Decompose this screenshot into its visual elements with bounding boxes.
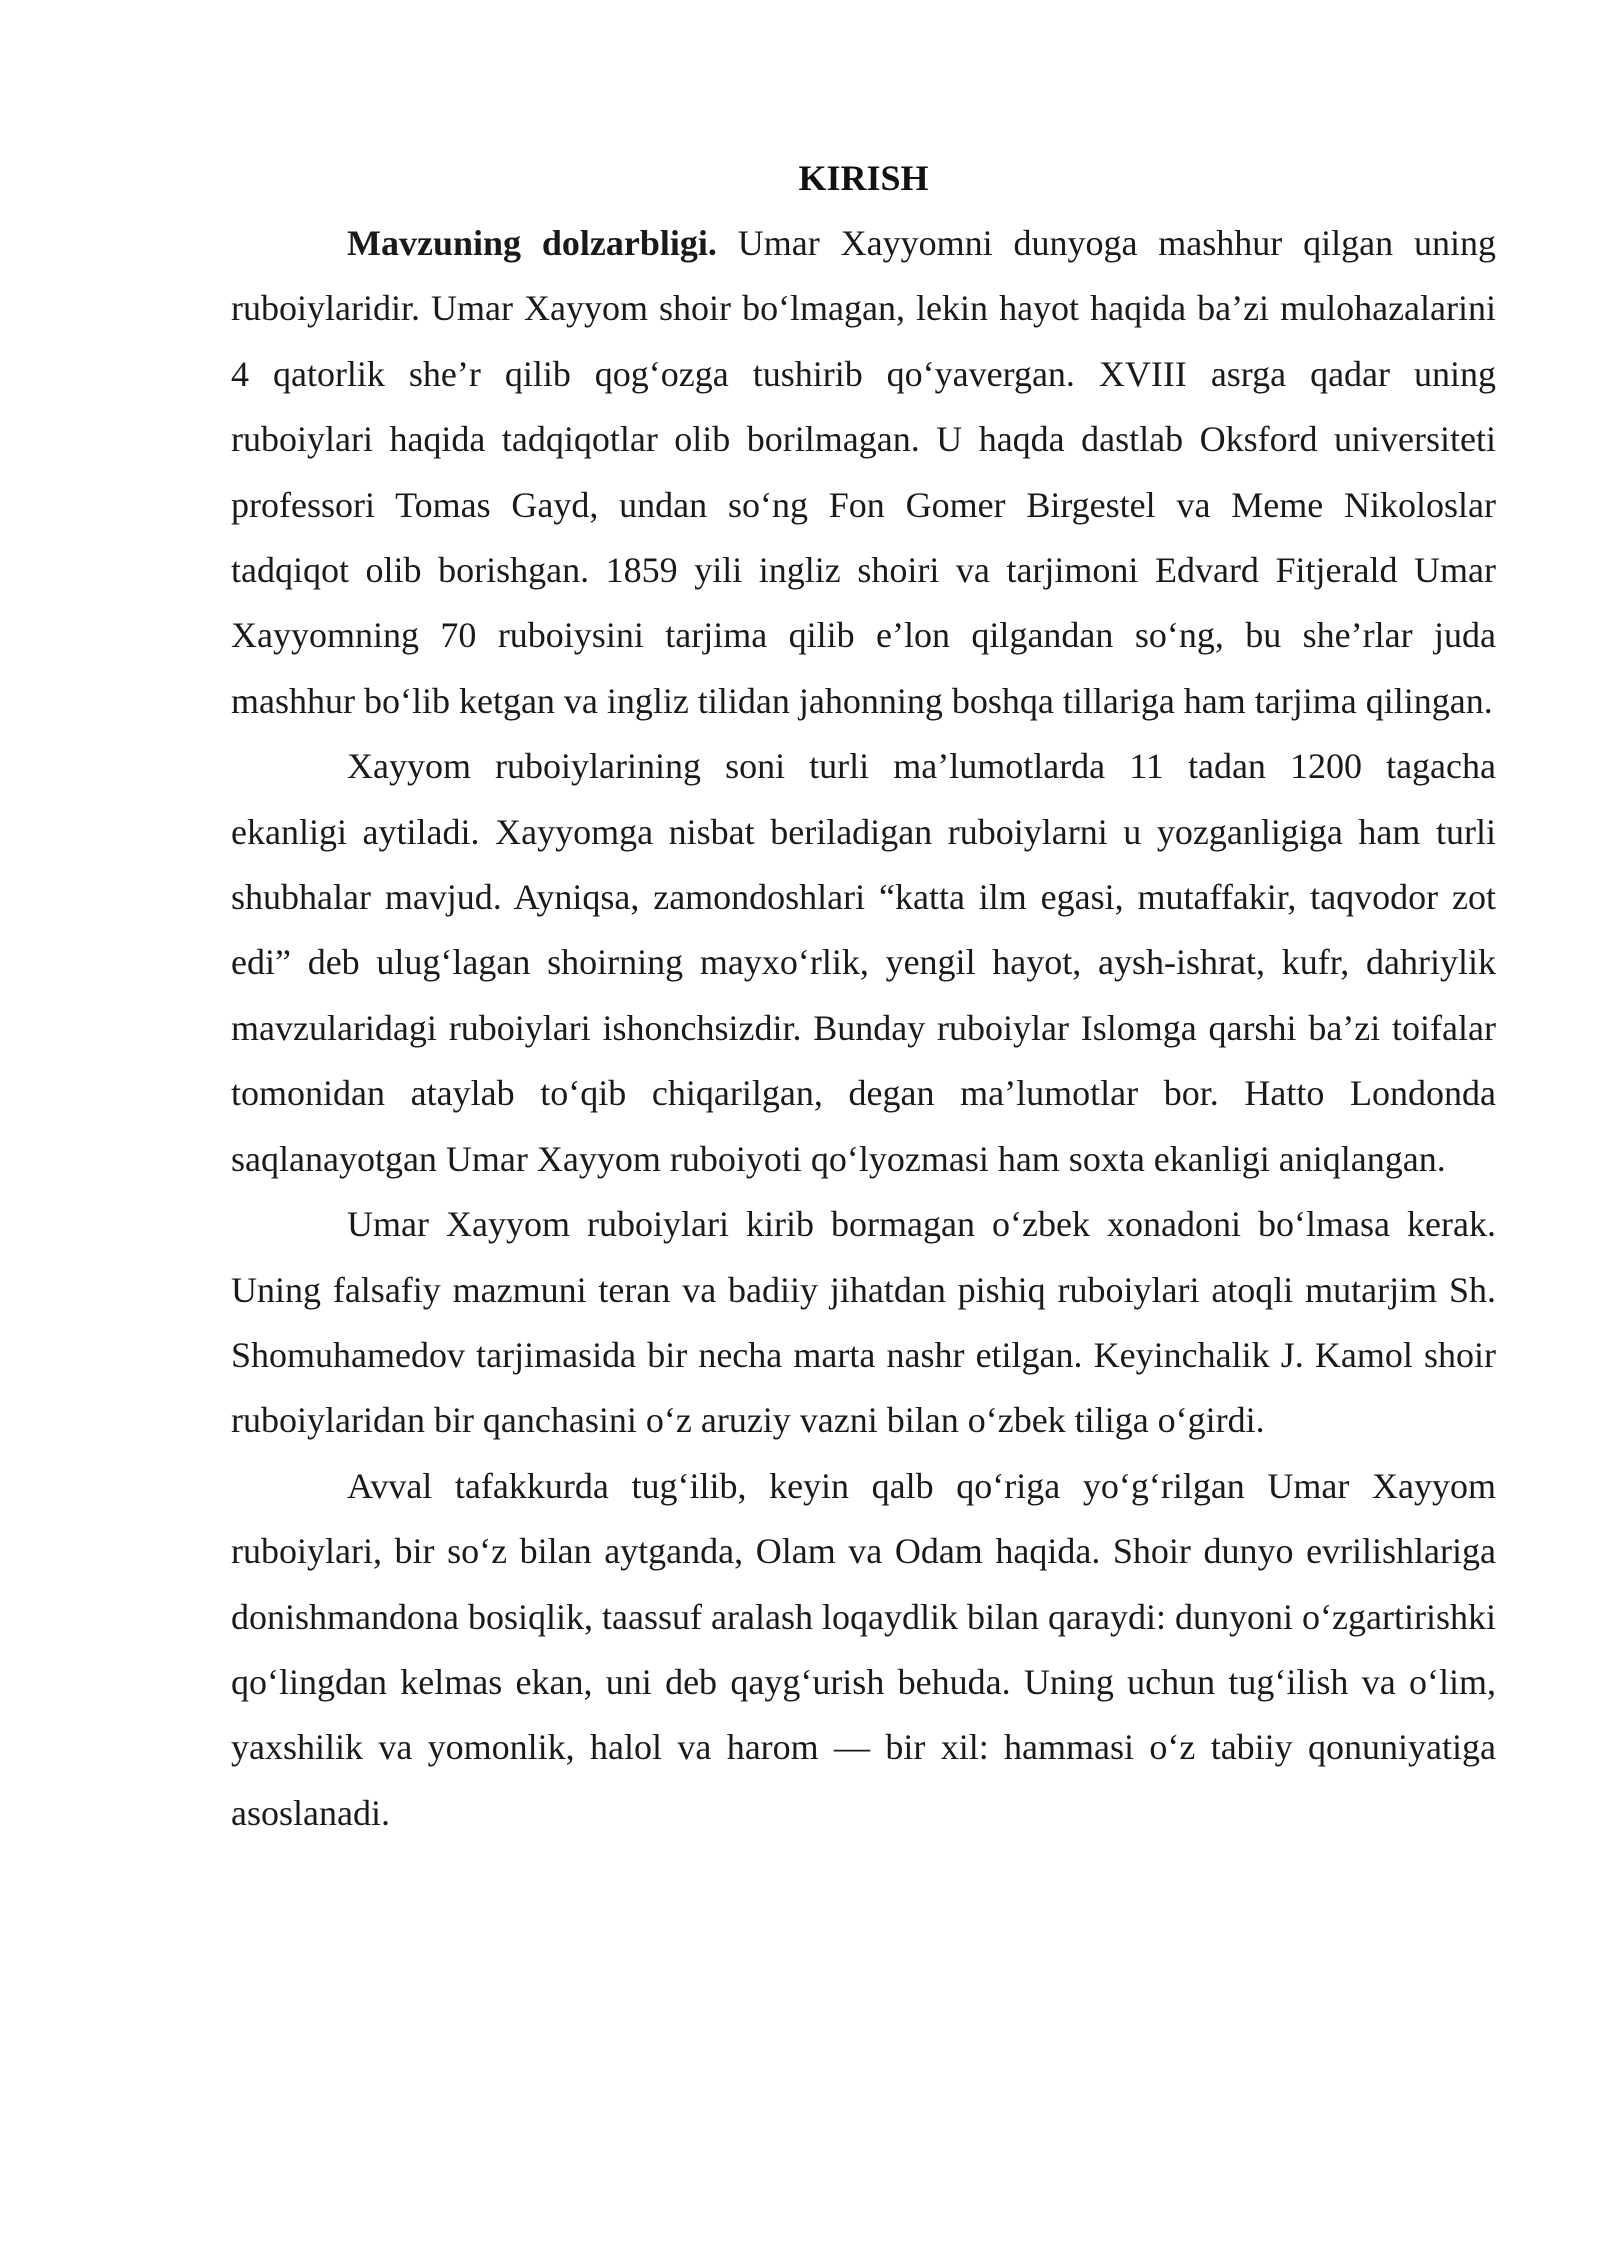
paragraph-3: Umar Xayyom ruboiylari kirib bormagan o‘zbek xonadoni bo‘lmasa kerak. Uning falsafiy mazmuni teran va badiiy jihatdan pishiq ruboiylari atoqli mutarjim Sh. Shomuhamedov tarjimasida bir necha marta nashr etilgan. Keyinchalik J. Kamol shoir ruboiylaridan bir qanchasini o‘z aruziy vazni bilan o‘zbek tiliga o‘girdi. [231,1204,1496,1441]
paragraph-1 [231,211,1496,734]
paragraph-4: Avval tafakkurda tug‘ilib, keyin qalb qo‘riga yo‘g‘rilgan Umar Xayyom ruboiylari, bir so‘z bilan aytganda, Olam va Odam haqida. Shoir dunyo evrilishlariga donishmandona bosiqlik, taassuf aralash loqaydlik bilan qaraydi: dunyoni o‘zgartirishki qo‘lingdan kelmas ekan, uni deb qayg‘urish behuda. Uning uchun tug‘ilish va o‘lim, yaxshilik va yomonlik, halol va harom — bir xil: hammasi o‘z tabiiy qonuniyatiga asoslanadi. [231,1465,1496,1833]
paragraph-2: Xayyom ruboiylarining soni turli ma’lumotlarda 11 tadan 1200 tagacha ekanligi aytiladi. Xayyomga nisbat beriladigan ruboiylarni u yozganligiga ham turli shubhalar mavjud. Ayniqsa, zamondoshlari “katta ilm egasi, mutaffakir, taqvodor zot edi” deb ulug‘lagan shoirning mayxo‘rlik, yengil hayot, aysh-ishrat, kufr, dahriylik mavzularidagi ruboiylari ishonchsizdir. Bunday ruboiylar Islomga qarshi ba’zi toifalar tomonidan ataylab to‘qib chiqarilgan, degan ma’lumotlar bor. Hatto Londonda saqlanayotgan Umar Xayyom ruboiyoti qo‘lyozmasi ham soxta ekanligi aniqlangan. [231,746,1496,1179]
paragraph-1-lead: Mavzuning dolzarbligi. [347,223,717,263]
page-title: KIRISH [798,158,929,198]
paragraph-1-text: Umar Xayyomni dunyoga mashhur qilgan uning ruboiylaridir. Umar Xayyom shoir bo‘lmagan, lekin hayot haqida ba’zi mulohazalarini 4 qatorlik she’r qilib qog‘ozga tushirib qo‘yavergan. XVIII asrga qadar uning ruboiylari haqida tadqiqotlar olib borilmagan. U haqda dastlab Oksford universiteti professori Tomas Gayd, undan so‘ng Fon Gomer Birgestel va Meme Nikoloslar tadqiqot olib borishgan. 1859 yili ingliz shoiri va tarjimoni Edvard Fitjerald Umar Xayyomning 70 ruboiysini tarjima qilib e’lon qilgandan so‘ng, bu she’rlar juda mashhur bo‘lib ketgan va ingliz tilidan jahonning boshqa tillariga ham tarjima qilingan. [231,223,1497,721]
page-content [231,145,1496,1846]
